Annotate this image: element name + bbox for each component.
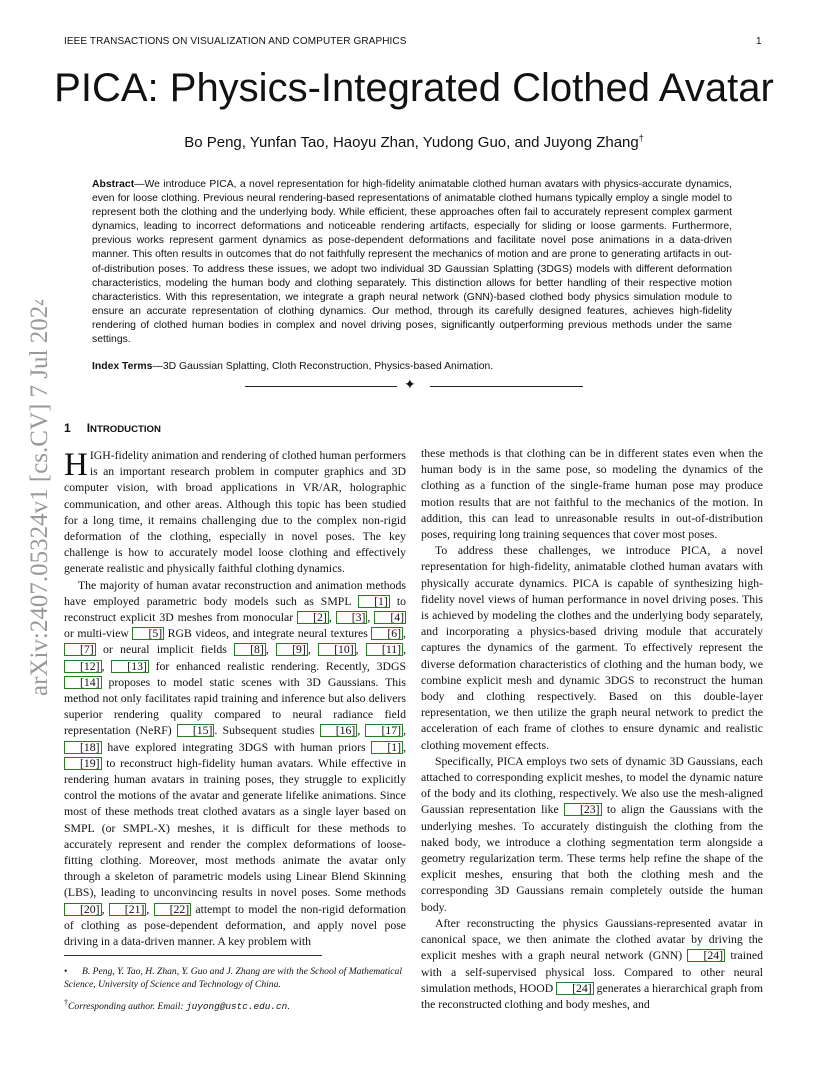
footnote-rule bbox=[64, 955, 322, 956]
drop-cap: H bbox=[64, 447, 88, 483]
left-column bbox=[64, 448, 406, 950]
citation-link[interactable]: [6] bbox=[371, 627, 403, 640]
index-terms-text: —3D Gaussian Splatting, Cloth Reconstruction, Physics-based Animation. bbox=[152, 361, 494, 372]
citation-link[interactable]: [15] bbox=[177, 724, 215, 737]
running-header: IEEE TRANSACTIONS ON VISUALIZATION AND COMPUTER GRAPHICS bbox=[64, 36, 407, 47]
abstract-label: Abstract bbox=[92, 179, 135, 190]
index-terms-label: Index Terms bbox=[92, 361, 153, 372]
dagger-mark: † bbox=[64, 998, 68, 1007]
diamond-icon: ✦ bbox=[404, 378, 416, 393]
citation-link[interactable]: [16] bbox=[320, 724, 358, 737]
citation-link[interactable]: [18] bbox=[64, 741, 102, 754]
citation-link[interactable]: [5] bbox=[132, 627, 164, 640]
citation-link[interactable]: [4] bbox=[374, 611, 406, 624]
citation-link[interactable]: [24] bbox=[687, 949, 725, 962]
citation-link[interactable]: [23] bbox=[564, 803, 602, 816]
citation-link[interactable]: [8] bbox=[234, 643, 266, 656]
index-terms bbox=[92, 360, 732, 374]
page-number: 1 bbox=[756, 36, 762, 47]
section-title-initial: I bbox=[86, 421, 91, 435]
separator-rule-right bbox=[430, 386, 583, 387]
citation-link[interactable]: [12] bbox=[64, 660, 102, 673]
arxiv-stamp bbox=[8, 300, 58, 700]
paragraph: To address these challenges, we introduce PICA, a novel representation for high-fidelity, animatable clothed human avatars with physically accurate dynamics. PICA is capable of synthesizing high-fidelity novel views of human performance in novel driving poses. This is achieved by modeling the clothes and the underlying body separately, and incorporating a physics-based driving module that accurately captures the dynamics of the garment. To effectively represent the diverse deformation characteristics of clothing and the human body, we combine explicit mesh and dynamic 3DGS to reconstruct the human body and clothing respectively. Based on this double-layer representation, we then utilize the graph neural network to predict the acceleration of each frame of clothes to ensure dynamic and realistic clothing movement effects. bbox=[421, 544, 763, 752]
citation-link[interactable]: [1] bbox=[358, 595, 390, 608]
paragraph: these methods is that clothing can be in different states even when the human body is in the same pose, so modeling the dynamics of the clothing as a function of the single-frame human pose may produce motion results that are not faithful to the mechanics of the motion. In addition, this can lead to unreasonable results in out-of-distribution poses, requiring long training sequences that cover most poses. bbox=[421, 447, 763, 542]
citation-link[interactable]: [19] bbox=[64, 757, 102, 770]
author-list bbox=[0, 133, 828, 151]
citation-link[interactable]: [24] bbox=[556, 982, 594, 995]
affiliation-text: B. Peng, Y. Tao, H. Zhan, Y. Guo and J. Zhang are with the School of Mathematical Science, University of Science and Technology of China. bbox=[64, 966, 402, 990]
email-link[interactable]: juyong@ustc.edu.cn bbox=[185, 1001, 288, 1013]
author-names: Bo Peng, Yunfan Tao, Haoyu Zhan, Yudong Guo, and Juyong Zhang bbox=[184, 134, 639, 151]
section-title-rest: NTRODUCTION bbox=[90, 424, 161, 435]
citation-link[interactable]: [11] bbox=[366, 643, 403, 656]
corresponding-footnote bbox=[64, 996, 404, 1013]
bullet-icon: • bbox=[64, 966, 68, 977]
separator-rule-left bbox=[245, 386, 397, 387]
section-number: 1 bbox=[64, 421, 71, 435]
paper-title: PICA: Physics-Integrated Clothed Avatar bbox=[54, 66, 774, 110]
footnote-period: . bbox=[287, 1001, 290, 1013]
section-heading bbox=[64, 421, 161, 435]
paragraph: Specifically, PICA employs two sets of dynamic 3D Gaussians, each attached to corresponding explicit meshes, to model the dynamic nature of the body and its clothing, respectively. We also use the mesh-aligned Gaussian representation like [23] to align the Gaussians with the underlying meshes. To accurately distinguish the clothing from the naked body, we introduce a clothing segmentation term alongside a geometry regularization term. These terms help refine the shape of the explicit meshes, ensuring that both the clothing mesh and the corresponding 3D Gaussians remain completely outside the human body. bbox=[421, 754, 763, 914]
citation-link[interactable]: [17] bbox=[365, 724, 403, 737]
right-column bbox=[421, 446, 763, 1013]
arxiv-stamp-text: arXiv:2407.05324v1 [cs.CV] 7 Jul 2024 bbox=[26, 300, 53, 696]
abstract bbox=[92, 178, 732, 347]
abstract-text: —We introduce PICA, a novel representation for high-fidelity animatable clothed human avatars with physics-accurate dynamics, even for loose clothing. Previous neural rendering-based representations of animatable clothed humans typically employ a single model to represent both the clothing and the underlying body. While efficient, these approaches often fail to accurately represent complex garment dynamics, leading to incorrect deformations and noticeable rendering artifacts, especially for sliding or loose garments. Furthermore, previous works represent garment dynamics as pose-dependent deformations and facilitate novel pose animations in a data-driven manner. This often results in outcomes that do not faithfully represent the mechanics of motion and are prone to generating artifacts in out-of-distribution poses. To address these issues, we adopt two individual 3D Gaussian Splatting (3DGS) models with different deformation characteristics, modeling the human body and clothing separately. This distinction allows for better handling of their respective motion characteristics. With this representation, we integrate a graph neural network (GNN)-based clothed body physics simulation module to ensure an accurate representation of clothing dynamics. Our method, through its carefully designed features, achieves high-fidelity rendering of clothed human bodies in complex and novel driving poses, significantly outperforming previous methods under the same settings. bbox=[92, 179, 732, 346]
citation-link[interactable]: [14] bbox=[64, 676, 102, 689]
citation-link[interactable]: [3] bbox=[336, 611, 368, 624]
affiliation-footnote bbox=[64, 965, 404, 991]
citation-link[interactable]: [10] bbox=[318, 643, 356, 656]
citation-link[interactable]: [20] bbox=[64, 903, 102, 916]
citation-link[interactable]: [9] bbox=[276, 643, 308, 656]
corresponding-mark: † bbox=[638, 133, 644, 143]
corresponding-label: Corresponding author. Email: bbox=[68, 1001, 186, 1013]
paragraph: The majority of human avatar reconstruction and animation methods have employed parametric body models such as SMPL [1] to reconstruct explicit 3D meshes from monocular [2] , [3] , [4] or multi-view [5] RGB videos, and integrate neural textures [6] , [7] or neural implicit fields [8] , [9] , [10] , [11] , [12] , [13] for enhanced realistic rendering. Recently, 3DGS [14] proposes to model static scenes with 3D Gaussians. This method not only facilitates rapid training and inference but also delivers superior rendering quality compared to neural radiance field representation (NeRF) [15] . Subsequent studies [16] , [17] , [18] have explored integrating 3DGS with human priors [1] , [19] to reconstruct high-fidelity human avatars. While effective in rendering human avatars in training poses, they struggle to explicitly control the motions of the avatar and generate lifelike animations. Since most of these methods treat clothed avatars as a single layer based on SMPL (or SMPL-X) meshes, it is difficult for these methods to accurately represent and render the complex deformations of loose-fitting clothing. Moreover, most methods animate the avatar only through a skeleton of parametric models using Linear Blend Skinning (LBS), leading to unconvincing results in novel poses. Some methods [20] , [21] , [22] attempt to model the non-rigid deformation of clothing as pose-dependent deformation, and apply novel pose driving in a data-driven manner. A key problem with bbox=[64, 578, 407, 949]
citation-link[interactable]: [7] bbox=[64, 643, 96, 656]
paragraph: After reconstructing the physics Gaussians-represented avatar in canonical space, we then animate the clothed avatar by driving the explicit meshes with a graph neural network (GNN) [24] trained with a self-supervised physical loss. Compared to other neural simulation methods, HOOD [24] generates a hierarchical graph from the reconstructed clothing and body meshes, and bbox=[421, 916, 764, 1011]
paragraph-text: IGH-fidelity animation and rendering of clothed human performers is an important research problem in computer graphics and 3D computer vision, with broad applications in VR/AR, holographic communication, and other areas. Although this topic has been studied for a long time, it remains challenging due to the complex non-rigid deformation of the clothing, especially in novel poses. The key challenge is how to accurately model loose clothing and effectively generate realistic and physically faithful clothing dynamics. bbox=[64, 449, 407, 576]
citation-link[interactable]: [1] bbox=[371, 741, 403, 754]
citation-link[interactable]: [2] bbox=[297, 611, 329, 624]
citation-link[interactable]: [21] bbox=[109, 903, 147, 916]
citation-link[interactable]: [22] bbox=[154, 903, 192, 916]
paragraph bbox=[64, 448, 406, 578]
citation-link[interactable]: [13] bbox=[111, 660, 149, 673]
